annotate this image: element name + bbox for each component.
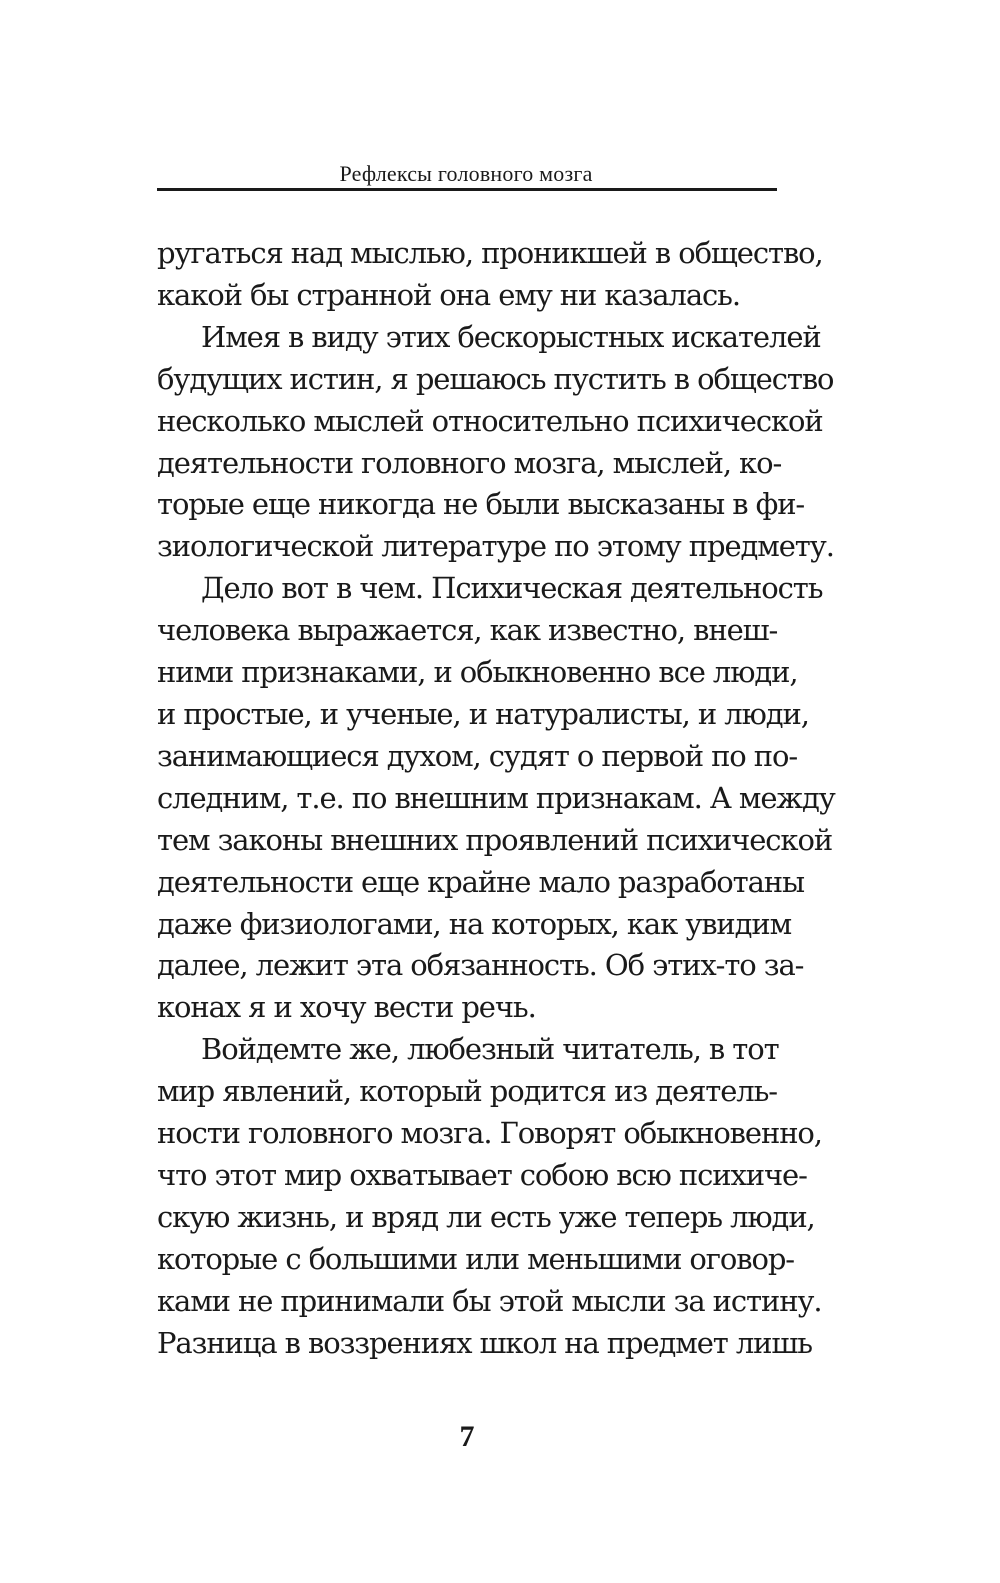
text-line: Дело вот в чем. Психическая деятельность [201,571,823,606]
text-line: торые еще никогда не были высказаны в фи- [157,487,805,522]
text-line: зиологической литературе по этому предмету. [157,529,834,564]
text-line: ругаться над мыслью, проникшей в общество, [157,236,823,270]
text-line: что этот мир охватывает собою всю психиче- [157,1157,807,1192]
body-text [157,233,835,1364]
text-line: скую жизнь, и вряд ли есть уже теперь люди, [157,1199,815,1234]
text-line: занимающиеся духом, судят о первой по по- [157,738,798,773]
text-line: несколько мыслей относительно психической [157,403,823,438]
text-line: деятельности еще крайне мало разработаны [157,864,805,899]
text-line: будущих истин, я решаюсь пустить в общество [157,361,834,396]
text-line: Войдемте же, любезный читатель, в тот [201,1032,779,1067]
text-line: следним, т.е. по внешним признакам. А между [157,780,835,815]
text-line: ками не принимали бы этой мысли за истину. [157,1283,822,1318]
text-line: и простые, и ученые, и натуралисты, и люди, [157,696,809,731]
header-rule [157,188,777,191]
text-line: которые с большими или меньшими оговор- [157,1241,794,1276]
text-line: человека выражается, как известно, внеш- [157,613,778,648]
text-line: какой бы странной она ему ни казалась. [157,277,740,312]
text-line: деятельности головного мозга, мыслей, ко- [157,445,782,480]
text-line: Имея в виду этих бескорыстных искателей [201,319,821,354]
text-line: далее, лежит эта обязанность. Об этих-то за- [157,948,804,983]
text-line: тем законы внешних проявлений психической [157,822,833,857]
text-line: конах я и хочу вести речь. [157,990,536,1025]
text-line: даже физиологами, на которых, как увидим [157,906,792,941]
page-number: 7 [459,1420,475,1453]
text-line: Разница в воззрениях школ на предмет лишь [157,1325,812,1360]
text-line: ними признаками, и обыкновенно все люди, [157,655,798,690]
text-line: ности головного мозга. Говорят обыкновенно, [157,1116,822,1151]
text-line: мир явлений, который родится из деятель- [157,1074,777,1109]
running-head: Рефлексы головного мозга [339,161,593,186]
